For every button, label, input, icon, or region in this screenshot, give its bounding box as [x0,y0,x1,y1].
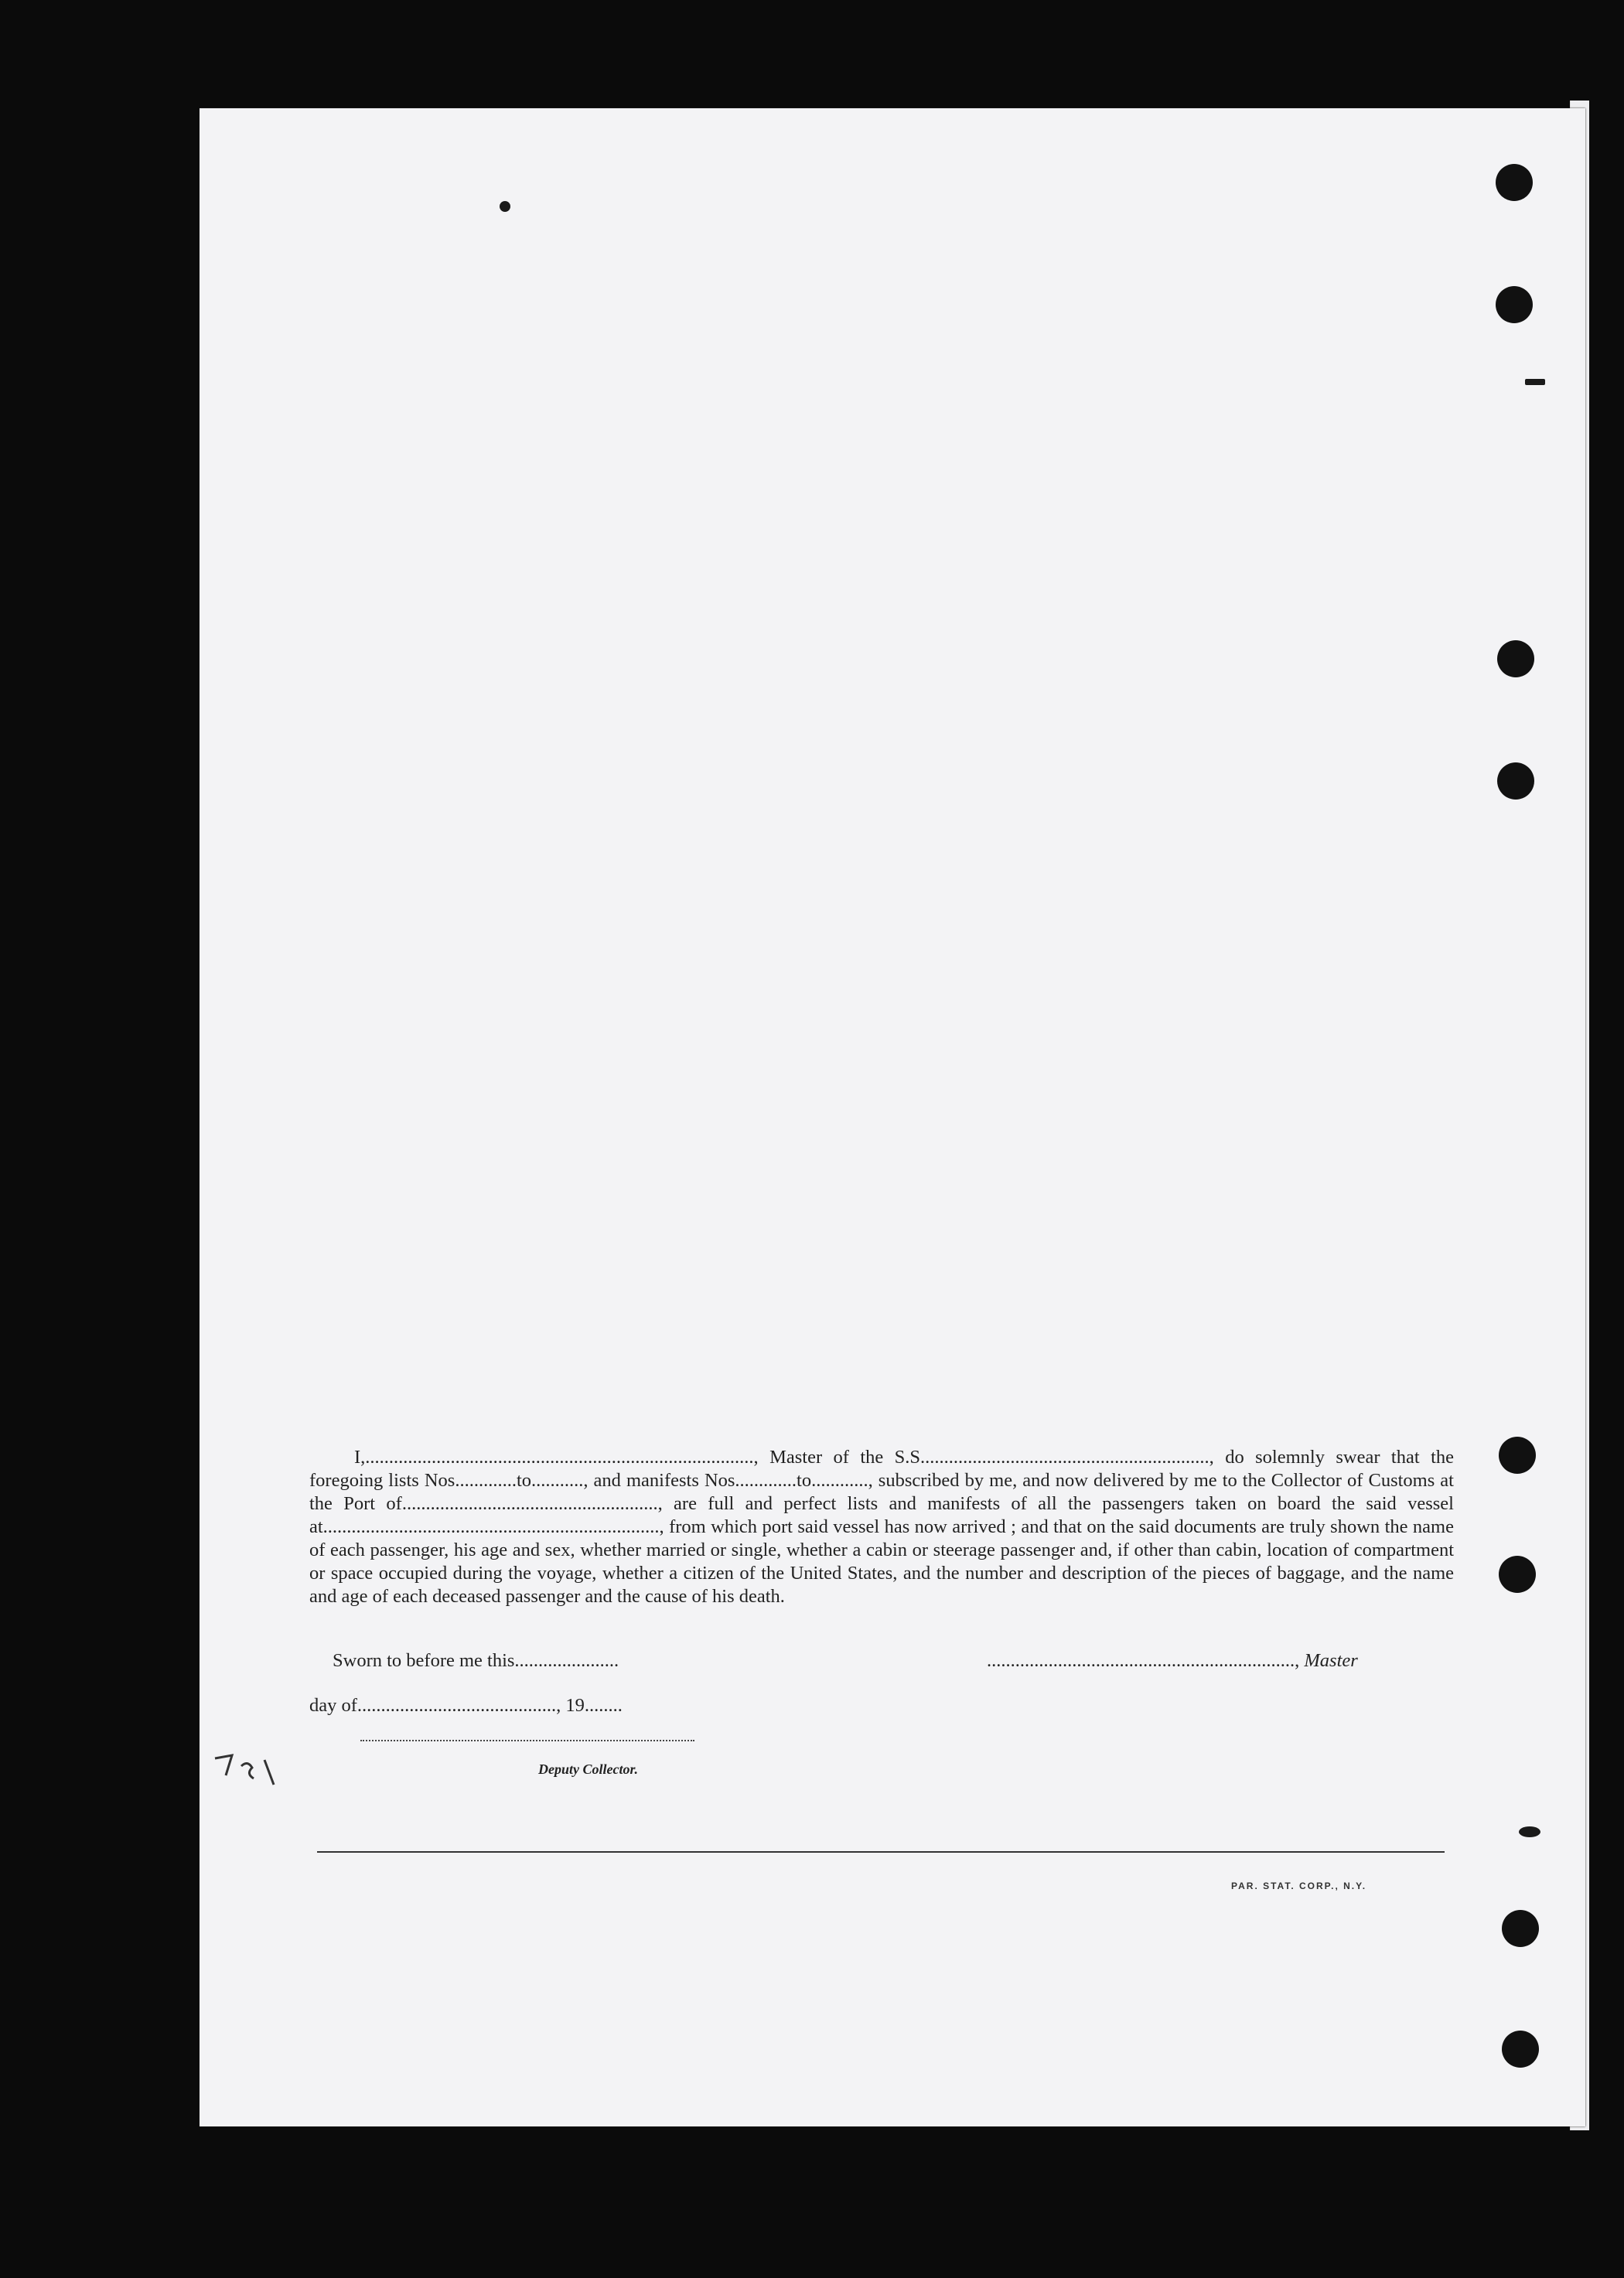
day-line: day of.........................................., 19........ [309,1695,623,1716]
sworn-line: Sworn to before me this...................... [333,1650,619,1671]
ink-speck [1525,379,1545,385]
ink-speck [1519,1826,1540,1837]
deputy-collector-label: Deputy Collector. [538,1761,638,1777]
binder-hole [1497,762,1534,800]
master-label: Master [1304,1650,1358,1671]
bottom-rule [317,1851,1445,1853]
binder-hole [1502,2031,1539,2068]
binder-hole [1496,286,1533,323]
manifest-page [200,108,1585,2126]
master-dots: ................................................................., [987,1650,1300,1671]
binder-hole [1497,640,1534,677]
binder-hole [1496,164,1533,201]
oath-text: I,.................................................................................., Master of the S.S............................................................., do solemnly swear that the foregoing lists Nos.............to..........., and manifests Nos.............to............, subscribed by me, and now delivered by me to the Collector of Customs at the Port of......................................................, are full and perfect lists and manifests of all the passengers taken on board the said vessel at......................................................................., from which port said vessel has now arrived ; and that on the said documents are truly shown the name of each passenger, his age and sex, whether married or single, whether a cabin or steerage passenger and, if other than cabin, location of compartment or space occupied during the voyage, whether a citizen of the United States, and the number and description of the pieces of baggage, and the name and age of each deceased passenger and the cause of his death. [309,1447,1454,1607]
deputy-signature-dots [360,1740,694,1741]
ink-speck [500,201,510,212]
master-signature-line [987,1650,1358,1672]
handwritten-mark [207,1744,292,1799]
binder-hole [1499,1437,1536,1474]
binder-hole [1499,1556,1536,1593]
binder-hole [1502,1910,1539,1947]
oath-paragraph [309,1446,1454,1608]
printer-mark: PAR. STAT. CORP., N.Y. [1231,1881,1367,1891]
